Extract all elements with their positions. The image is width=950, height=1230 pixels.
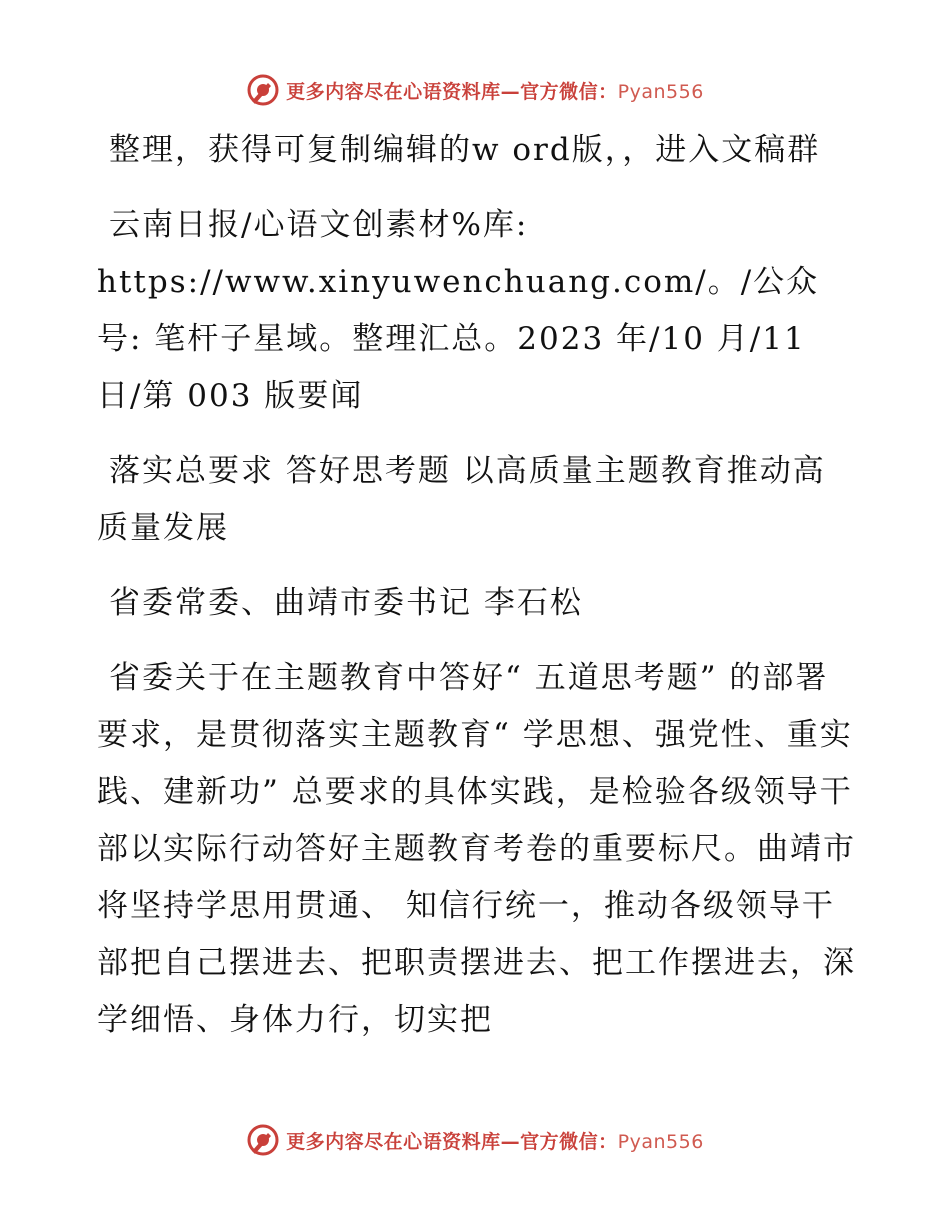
intro-paragraph: 整理，获得可复制编辑的w ord版，，进入文稿群: [109, 132, 821, 168]
watermark-text: 更多内容尽在心语资料库—官方微信：Pyan556: [286, 80, 704, 103]
body-paragraph: 省委关于在主题教育中答好“ 五道思考题” 的部署要求，是贯彻落实主题教育“ 学思想、强党性、重实践、建新功” 总要求的具体实践，是检验各级领导干部以实际行动答好主题教育考卷的重要标尺。曲靖市将坚持学思用贯通、 知信行统一，推动各级领导干部把自己摆进去、把职责摆进去、把工作摆进去，深学细悟、身体力行，切实把: [97, 660, 856, 1038]
footer-watermark: [0, 1120, 950, 1160]
source-paragraph: 云南日报/心语文创素材%库: https://www.xinyuwenchuang.com/。/公众号: 笔杆子星域。整理汇总。2023 年/10 月/11 日/第 003 版要闻: [97, 207, 820, 414]
article-author: 省委常委、曲靖市委书记 李石松: [109, 585, 583, 621]
document-body: [97, 122, 857, 1049]
header-watermark: [0, 70, 950, 110]
pen-logo-icon: [246, 1123, 280, 1157]
article-title: 落实总要求 答好思考题 以高质量主题教育推动高质量发展: [97, 453, 826, 546]
pen-logo-icon: [246, 73, 280, 107]
watermark-text: 更多内容尽在心语资料库—官方微信：Pyan556: [286, 1130, 704, 1153]
